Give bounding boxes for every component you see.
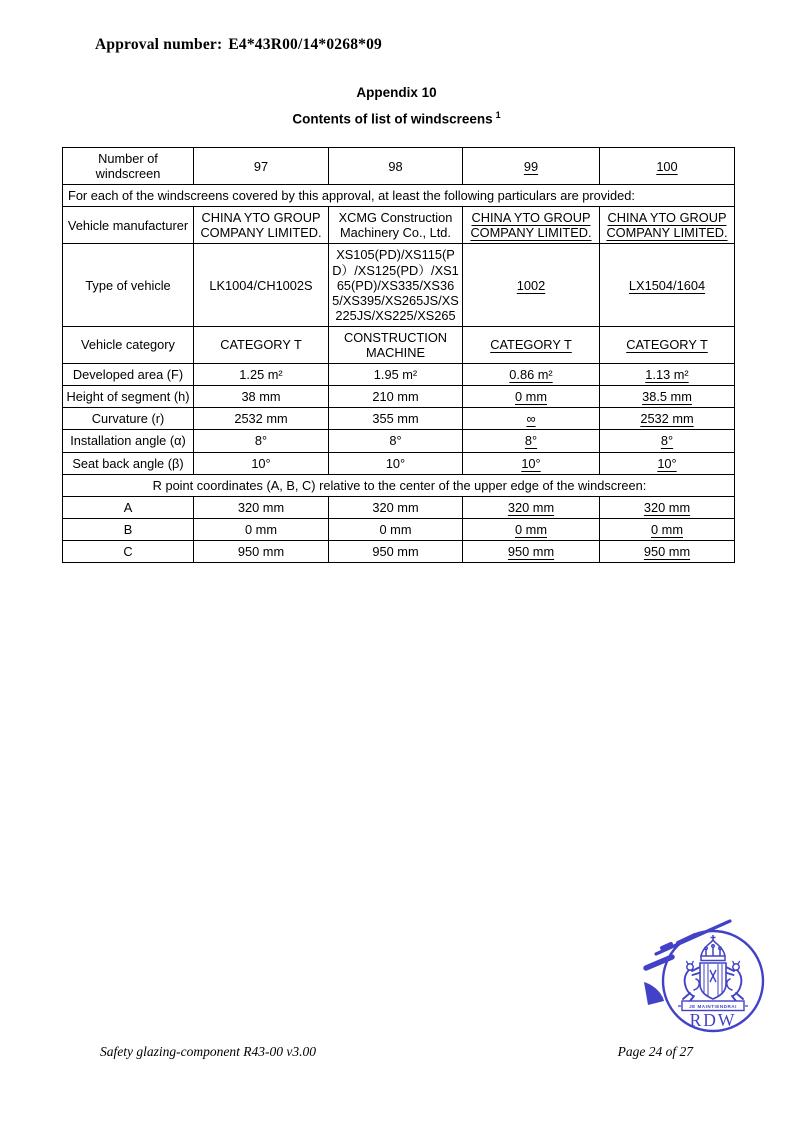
value-cell: 8° [600, 430, 735, 452]
motto-text: JE MAINTIENDRAI [689, 1003, 737, 1009]
row-label-cell: Vehicle manufacturer [63, 207, 194, 244]
value-cell: 38.5 mm [600, 386, 735, 408]
value-cell: 1.95 m² [329, 364, 463, 386]
row-label-cell: C [63, 540, 194, 562]
value-cell: 950 mm [600, 540, 735, 562]
value-cell: 38 mm [194, 386, 329, 408]
value-cell: 10° [600, 452, 735, 474]
value-cell: 10° [463, 452, 600, 474]
row-label-cell: Type of vehicle [63, 244, 194, 326]
value-cell: 99 [463, 148, 600, 185]
value-cell: CATEGORY T [194, 326, 329, 363]
approval-label: Approval number: [95, 36, 223, 53]
value-cell: 10° [329, 452, 463, 474]
value-cell: 1.13 m² [600, 364, 735, 386]
value-cell: 0 mm [600, 518, 735, 540]
value-cell: ∞ [463, 408, 600, 430]
value-cell: 320 mm [329, 496, 463, 518]
value-cell: 1.25 m² [194, 364, 329, 386]
value-cell: 2532 mm [194, 408, 329, 430]
table-row [63, 148, 735, 185]
windscreen-table [62, 147, 735, 563]
table-row [63, 452, 735, 474]
table-row [63, 430, 735, 452]
appendix-title: Appendix 10 [356, 85, 437, 100]
value-cell: 1002 [463, 244, 600, 326]
footer-left-text: Safety glazing-component R43-00 v3.00 [100, 1044, 316, 1059]
table-row [63, 496, 735, 518]
value-cell: 320 mm [600, 496, 735, 518]
approval-number: E4*43R00/14*0268*09 [228, 36, 382, 53]
value-cell: 0 mm [194, 518, 329, 540]
value-cell: 8° [194, 430, 329, 452]
windscreen-table-body [63, 148, 735, 563]
crown-icon [701, 935, 725, 961]
value-cell: 8° [329, 430, 463, 452]
approval-number-line [95, 36, 382, 54]
table-row [63, 244, 735, 326]
value-cell: 950 mm [329, 540, 463, 562]
value-cell: CHINA YTO GROUP COMPANY LIMITED. [194, 207, 329, 244]
row-label-cell: B [63, 518, 194, 540]
value-cell: 100 [600, 148, 735, 185]
value-cell: LX1504/1604 [600, 244, 735, 326]
subtitle-text: Contents of list of windscreens [292, 111, 493, 127]
table-span-cell: R point coordinates (A, B, C) relative to the center of the upper edge of the windscreen: [63, 474, 735, 496]
footer-page-number: Page 24 of 27 [617, 1044, 693, 1059]
value-cell: 950 mm [194, 540, 329, 562]
table-row [63, 540, 735, 562]
shield-icon [700, 963, 726, 999]
value-cell: 2532 mm [600, 408, 735, 430]
value-cell: 0 mm [463, 518, 600, 540]
value-cell: XS105(PD)/XS115(PD）/XS125(PD）/XS165(PD)/XS335/XS365/XS395/XS265JS/XS225JS/XS225/XS265 [329, 244, 463, 326]
row-label-cell: Vehicle category [63, 326, 194, 363]
value-cell: CHINA YTO GROUP COMPANY LIMITED. [463, 207, 600, 244]
table-row [63, 326, 735, 363]
value-cell: 320 mm [463, 496, 600, 518]
table-row [63, 364, 735, 386]
page-footer [0, 1044, 793, 1060]
table-row [63, 185, 735, 207]
value-cell: 8° [463, 430, 600, 452]
value-cell: CONSTRUCTION MACHINE [329, 326, 463, 363]
table-row [63, 518, 735, 540]
value-cell: LK1004/CH1002S [194, 244, 329, 326]
table-row [63, 386, 735, 408]
value-cell: 10° [194, 452, 329, 474]
value-cell: 97 [194, 148, 329, 185]
row-label-cell: Seat back angle (β) [63, 452, 194, 474]
value-cell: 210 mm [329, 386, 463, 408]
row-label-cell: Curvature (r) [63, 408, 194, 430]
stamp-org-text: RDW [689, 1010, 737, 1030]
value-cell: CATEGORY T [600, 326, 735, 363]
value-cell: 0 mm [463, 386, 600, 408]
subtitle-footnote-ref: 1 [495, 110, 501, 120]
document-subtitle [0, 110, 793, 127]
table-row [63, 207, 735, 244]
value-cell: 320 mm [194, 496, 329, 518]
lion-icon [683, 961, 699, 1001]
value-cell: 0 mm [329, 518, 463, 540]
row-label-cell: Installation angle (α) [63, 430, 194, 452]
value-cell: 98 [329, 148, 463, 185]
rdw-stamp [638, 906, 788, 1056]
table-row [63, 474, 735, 496]
value-cell: 0.86 m² [463, 364, 600, 386]
row-label-cell: Height of segment (h) [63, 386, 194, 408]
row-label-cell: A [63, 496, 194, 518]
value-cell: CATEGORY T [463, 326, 600, 363]
value-cell: CHINA YTO GROUP COMPANY LIMITED. [600, 207, 735, 244]
value-cell: XCMG Construction Machinery Co., Ltd. [329, 207, 463, 244]
row-label-cell: Developed area (F) [63, 364, 194, 386]
lion-icon [727, 961, 743, 1001]
signature-wedge [644, 982, 664, 1005]
value-cell: 355 mm [329, 408, 463, 430]
table-row [63, 408, 735, 430]
table-span-cell: For each of the windscreens covered by this approval, at least the following particulars are provided: [63, 185, 735, 207]
value-cell: 950 mm [463, 540, 600, 562]
row-label-cell: Number of windscreen [63, 148, 194, 185]
